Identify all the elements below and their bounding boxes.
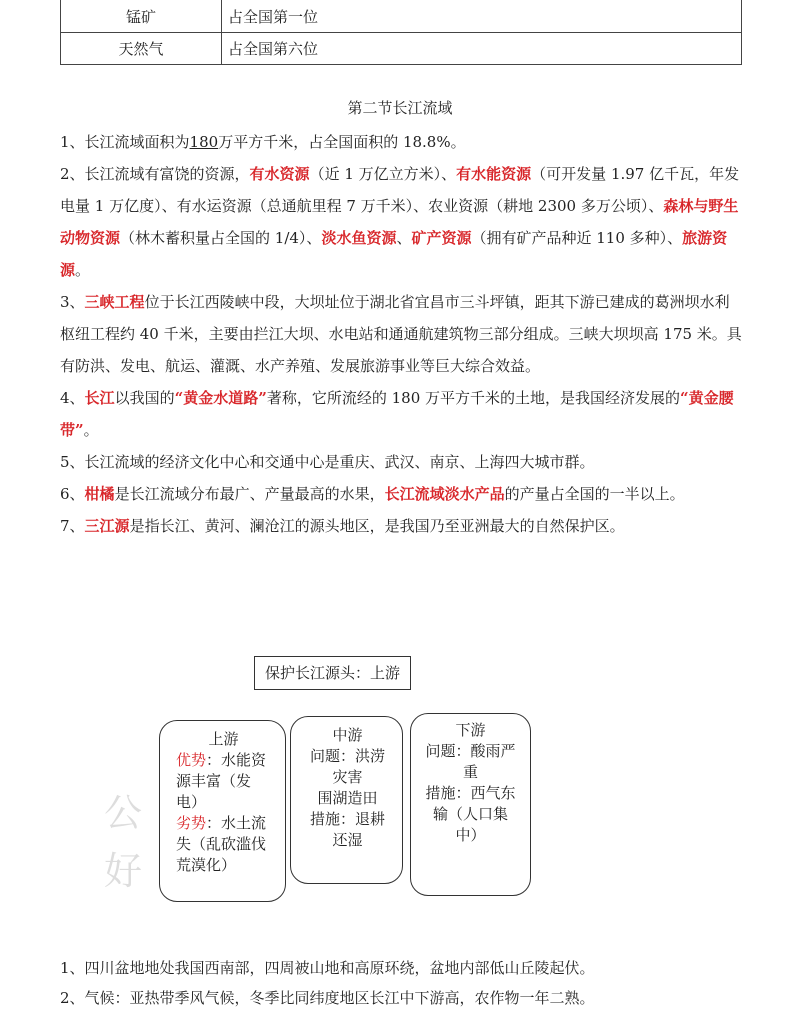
underlined-value: 180 <box>189 133 219 151</box>
highlight-text: 有水资源 <box>249 165 310 183</box>
highlight-text: 森林与野生动物资源 <box>60 197 739 247</box>
list-item <box>60 510 744 542</box>
highlight-text: 旅游资源 <box>60 229 728 279</box>
lower-problem: 问题：酸雨严重 <box>425 742 516 781</box>
text-span: 2、长江流域有富饶的资源， <box>60 165 250 183</box>
resource-table <box>60 0 742 65</box>
text-span: 。 <box>83 421 99 439</box>
disadvantage-text: ：水土流失（乱砍滥伐荒漠化） <box>176 814 267 874</box>
diagram-top-label: 保护长江源头：上游 <box>254 656 411 690</box>
text-span: （近 1 万亿立方米）、 <box>309 165 457 183</box>
table-cell-key: 锰矿 <box>61 0 222 33</box>
upper-advantage <box>176 750 271 813</box>
middle-problem: 问题：洪涝灾害 <box>309 747 385 786</box>
text-span: 、 <box>396 229 412 247</box>
table-cell-value: 占全国第六位 <box>222 33 742 65</box>
list-item <box>60 446 744 478</box>
table-row <box>61 33 742 65</box>
list-item <box>60 286 744 382</box>
text-span: （拥有矿产品种近 110 多种）、 <box>471 229 683 247</box>
lower-measure: 措施：西气东输（人口集中） <box>425 784 516 844</box>
highlight-text: 有水能资源 <box>456 165 532 183</box>
list-item <box>60 126 744 158</box>
highlight-text: 三峡工程 <box>84 293 145 311</box>
text-span: 4、 <box>60 389 85 407</box>
table-row <box>61 0 742 33</box>
advantage-label: 优势 <box>176 751 207 769</box>
list-item <box>60 158 744 286</box>
table-cell-value: 占全国第一位 <box>222 0 742 33</box>
watermark-char: 公 <box>104 791 143 835</box>
text-span: 著称，它所流经的 180 万平方千米的土地，是我国经济发展的 <box>266 389 681 407</box>
lower-title: 下游 <box>455 721 486 739</box>
text-span: 万平方千米，占全国面积的 18.8%。 <box>218 133 466 151</box>
diagram-middle-box <box>290 716 403 884</box>
text-span: （林木蓄积量占全国的 1/4）、 <box>120 229 322 247</box>
section-title: 第二节长江流域 <box>347 99 453 117</box>
text-span: 5、长江流域的经济文化中心和交通中心是重庆、武汉、南京、上海四大城市群。 <box>60 453 595 471</box>
highlight-text: “黄金腰带” <box>60 389 734 439</box>
table-cell-key: 天然气 <box>61 33 222 65</box>
text-span: 1、长江流域面积为 <box>60 133 190 151</box>
list-item <box>60 382 744 446</box>
text-span: 。 <box>75 261 91 279</box>
diagram-upper-box <box>159 720 286 902</box>
text-span: 位于长江西陵峡中段，大坝址位于湖北省宜昌市三斗坪镇，距其下游已建成的葛洲坝水利枢纽工程约 40 千米，主要由拦江大坝、水电站和通通航建筑物三部分组成。三峡大坝坝高 175 米。具有防洪、发电、航运、灌溉、水产养殖、发展旅游事业等巨大综合效益。 <box>60 293 742 375</box>
text-span: 6、 <box>60 485 85 503</box>
middle-cause: 围湖造田 <box>317 789 378 807</box>
text-span: 以我国的 <box>114 389 175 407</box>
middle-title: 中游 <box>332 726 363 744</box>
highlight-text: “黄金水道路” <box>174 389 267 407</box>
upper-disadvantage <box>176 813 271 876</box>
text-span: （可开发量 1.97 亿千瓦，年发电量 1 万亿度）、有水运资源（总通航里程 7 万千米）、农业资源（耕地 2300 多万公顷）、 <box>60 165 740 215</box>
list-item: 1、四川盆地地处我国西南部，四周被山地和高原环绕，盆地内部低山丘陵起伏。 <box>60 959 595 977</box>
text-span: 的产量占全国的一半以上。 <box>504 485 685 503</box>
text-span: 3、 <box>60 293 85 311</box>
watermark-char: 好 <box>104 849 143 893</box>
diagram-lower-box <box>410 713 531 896</box>
highlight-text: 矿产资源 <box>411 229 472 247</box>
item-list <box>60 126 744 542</box>
upper-title: 上游 <box>208 730 239 748</box>
disadvantage-label: 劣势 <box>176 814 207 832</box>
highlight-text: 长江流域淡水产品 <box>384 485 505 503</box>
list-item: 2、气候：亚热带季风气候，冬季比同纬度地区长江中下游高，农作物一年二熟。 <box>60 989 595 1007</box>
text-span: 7、 <box>60 517 85 535</box>
list-item <box>60 478 744 510</box>
middle-measure: 措施：退耕还湿 <box>309 810 385 849</box>
text-span: 是长江流域分布最广、产量最高的水果， <box>114 485 385 503</box>
highlight-text: 三江源 <box>84 517 130 535</box>
advantage-text: ：水能资源丰富（发电） <box>176 751 267 811</box>
highlight-text: 长江 <box>84 389 115 407</box>
highlight-text: 淡水鱼资源 <box>321 229 397 247</box>
highlight-text: 柑橘 <box>84 485 115 503</box>
text-span: 是指长江、黄河、澜沧江的源头地区，是我国乃至亚洲最大的自然保护区。 <box>129 517 625 535</box>
bottom-text <box>60 953 760 1013</box>
